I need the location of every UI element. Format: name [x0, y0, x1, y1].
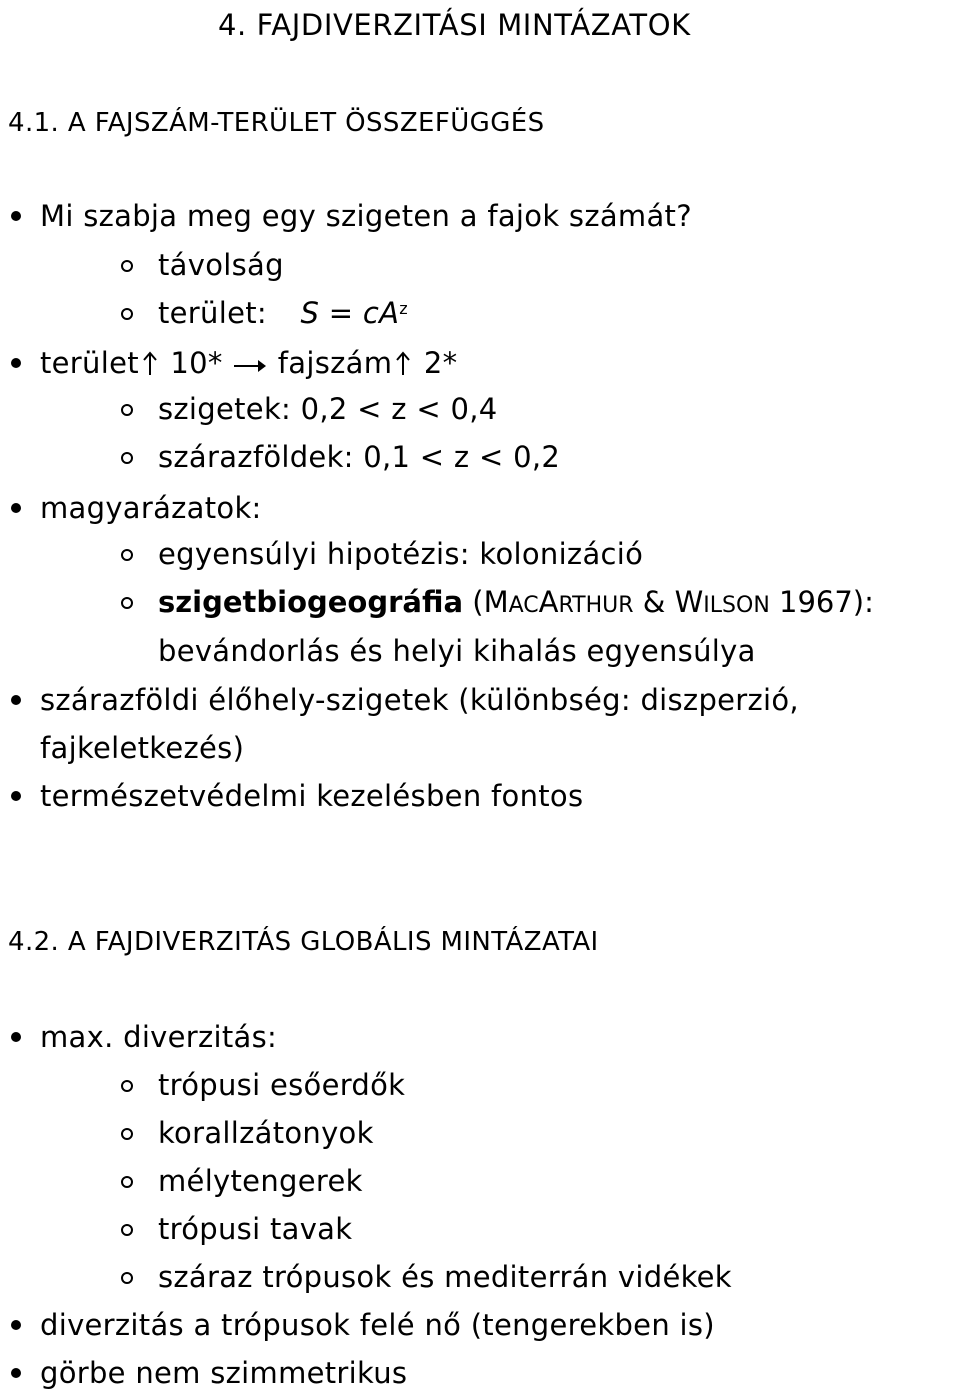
bullet-max-diversity: max. diverzitás: — [40, 1020, 278, 1054]
bullet-dot-icon — [11, 211, 21, 221]
sub-item-dry-tropics: száraz trópusok és mediterrán vidékek — [158, 1260, 732, 1294]
sub-item-island-biogeography — [158, 585, 874, 623]
bullet-dot-icon — [11, 791, 21, 801]
sub-bullet-circle-icon — [121, 404, 133, 416]
sub-item-mainlands: szárazföldek: 0,1 < z < 0,2 — [158, 440, 561, 474]
chapter-title: 4. FAJDIVERZITÁSI MINTÁZATOK — [218, 8, 691, 42]
sub-item-rainforests: trópusi esőerdők — [158, 1068, 406, 1102]
formula: S = cA — [300, 296, 400, 330]
bullet-area-species — [40, 346, 457, 380]
sub-bullet-circle-icon — [121, 452, 133, 464]
formula-exponent: z — [399, 299, 408, 318]
sub-bullet-circle-icon — [121, 1128, 133, 1140]
area-factor: 10* — [170, 346, 223, 380]
bullet-dot-icon — [11, 1032, 21, 1042]
sub-item-deep-seas: mélytengerek — [158, 1164, 363, 1198]
sub-item-islands: szigetek: 0,2 < z < 0,4 — [158, 392, 498, 426]
bullet-dot-icon — [11, 695, 21, 705]
sub-bullet-circle-icon — [121, 1080, 133, 1092]
sub-item-area-formula — [158, 296, 408, 330]
sub-bullet-circle-icon — [121, 1272, 133, 1284]
species-factor: 2* — [423, 346, 458, 380]
sub-item-coral-reefs: korallzátonyok — [158, 1116, 374, 1150]
sub-item-distance: távolság — [158, 248, 284, 282]
sub-bullet-circle-icon — [121, 260, 133, 272]
bullet-question: Mi szabja meg egy szigeten a fajok számát? — [40, 199, 692, 233]
bullet-dot-icon — [11, 358, 21, 368]
area-word: terület — [40, 346, 139, 380]
bullet-conservation: természetvédelmi kezelésben fontos — [40, 779, 584, 813]
right-arrow-icon — [232, 356, 268, 376]
sub-bullet-circle-icon — [121, 308, 133, 320]
sub-item-island-biogeography-cont: bevándorlás és helyi kihalás egyensúlya — [158, 634, 756, 668]
up-arrow-icon — [392, 350, 414, 376]
sub-bullet-circle-icon — [121, 597, 133, 609]
section-title-4-2: 4.2. A FAJDIVERZITÁS GLOBÁLIS MINTÁZATAI — [8, 927, 599, 957]
sub-bullet-circle-icon — [121, 1176, 133, 1188]
citation: (MACARTHUR & WILSON 1967): — [472, 585, 874, 619]
bullet-dot-icon — [11, 1368, 21, 1378]
bullet-habitat-islands-cont: fajkeletkezés) — [40, 731, 245, 765]
sub-bullet-circle-icon — [121, 1224, 133, 1236]
species-word: fajszám — [277, 346, 393, 380]
island-biogeography-term: szigetbiogeográfia — [158, 585, 464, 619]
sub-item-equilibrium: egyensúlyi hipotézis: kolonizáció — [158, 537, 644, 571]
bullet-dot-icon — [11, 1320, 21, 1330]
bullet-diversity-gradient: diverzitás a trópusok felé nő (tengerekben is) — [40, 1308, 715, 1342]
bullet-dot-icon — [11, 503, 21, 513]
sub-bullet-circle-icon — [121, 549, 133, 561]
bullet-asymmetric-curve: görbe nem szimmetrikus — [40, 1356, 408, 1390]
up-arrow-icon — [139, 350, 161, 376]
area-label: terület: — [158, 296, 267, 330]
bullet-explanations: magyarázatok: — [40, 491, 262, 525]
section-title-4-1: 4.1. A FAJSZÁM-TERÜLET ÖSSZEFÜGGÉS — [8, 108, 545, 138]
sub-item-tropical-lakes: trópusi tavak — [158, 1212, 353, 1246]
bullet-habitat-islands: szárazföldi élőhely-szigetek (különbség: diszperzió, — [40, 683, 799, 717]
